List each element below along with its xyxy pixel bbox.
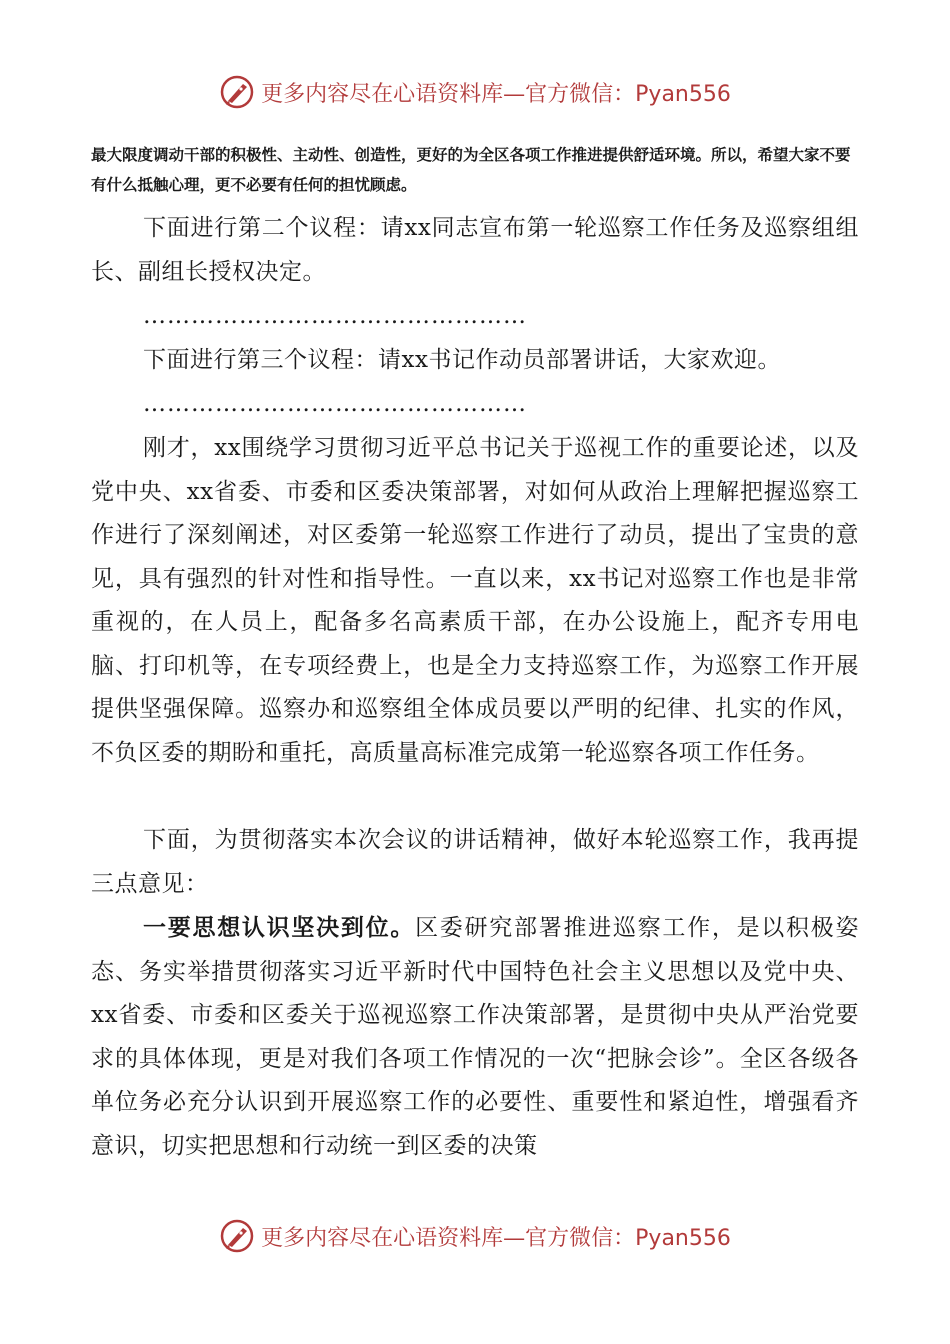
header-contact-label: 官方微信：: [525, 81, 636, 107]
ellipsis-line-1: …………………………………………: [143, 303, 527, 329]
fountain-pen-logo-icon: [219, 1218, 255, 1254]
point-1-body: 区委研究部署推进巡察工作，是以积极姿态、务实举措贯彻落实习近平新时代中国特色社会主义思想以及党中央、xx省委、市委和区委关于巡视巡察工作决策部署，是贯彻中央从严治党要求的具体体现，更是对我们各项工作情况的一次“把脉会诊”。全区各级各单位务必充分认识到开展巡察工作的必要性、重要性和紧迫性，增强看齐意识，切实把思想和行动统一到区委的决策: [91, 915, 860, 1159]
header-banner: [0, 70, 950, 114]
paragraph-agenda-3: 下面进行第三个议程：请xx书记作动员部署讲话，大家欢迎。: [143, 347, 781, 373]
header-banner-text: [261, 77, 731, 108]
footer-brand: 更多内容尽在心语资料库: [261, 1225, 504, 1251]
fountain-pen-logo-icon: [219, 74, 255, 110]
footer-contact-label: 官方微信：: [525, 1225, 636, 1251]
point-1-heading: 一要思想认识坚决到位。: [143, 914, 416, 941]
header-brand: 更多内容尽在心语资料库: [261, 81, 504, 107]
paragraph-point-1: [91, 906, 859, 1168]
paragraph-summary: 刚才，xx围绕学习贯彻习近平总书记关于巡视工作的重要论述，以及党中央、xx省委、市委和区委决策部署，对如何从政治上理解把握巡察工作进行了深刻阐述，对区委第一轮巡察工作进行了动员，提出了宝贵的意见，具有强烈的针对性和指导性。一直以来，xx书记对巡察工作也是非常重视的，在人员上，配备多名高素质干部，在办公设施上，配齐专用电脑、打印机等，在专项经费上，也是全力支持巡察工作，为巡察工作开展提供坚强保障。巡察办和巡察组全体成员要以严明的纪律、扎实的作风，不负区委的期盼和重托，高质量高标准完成第一轮巡察各项工作任务。: [91, 435, 859, 766]
paragraph-agenda-2: 下面进行第二个议程：请xx同志宣布第一轮巡察工作任务及巡察组组长、副组长授权决定。: [91, 215, 859, 285]
footer-banner-text: [261, 1221, 731, 1252]
footer-contact-handle: Pyan556: [635, 1225, 731, 1251]
footer-separator: —: [503, 1225, 526, 1251]
paragraph-intro-points: 下面，为贯彻落实本次会议的讲话精神，做好本轮巡察工作，我再提三点意见：: [91, 827, 859, 897]
header-separator: —: [503, 81, 526, 107]
paragraph-continuation: 最大限度调动干部的积极性、主动性、创造性，更好的为全区各项工作推进提供舒适环境。所以，希望大家不要有什么抵触心理，更不必要有任何的担忧顾虑。: [91, 146, 851, 194]
ellipsis-line-2: …………………………………………: [143, 391, 527, 417]
header-contact-handle: Pyan556: [635, 81, 731, 107]
footer-banner: [0, 1214, 950, 1258]
